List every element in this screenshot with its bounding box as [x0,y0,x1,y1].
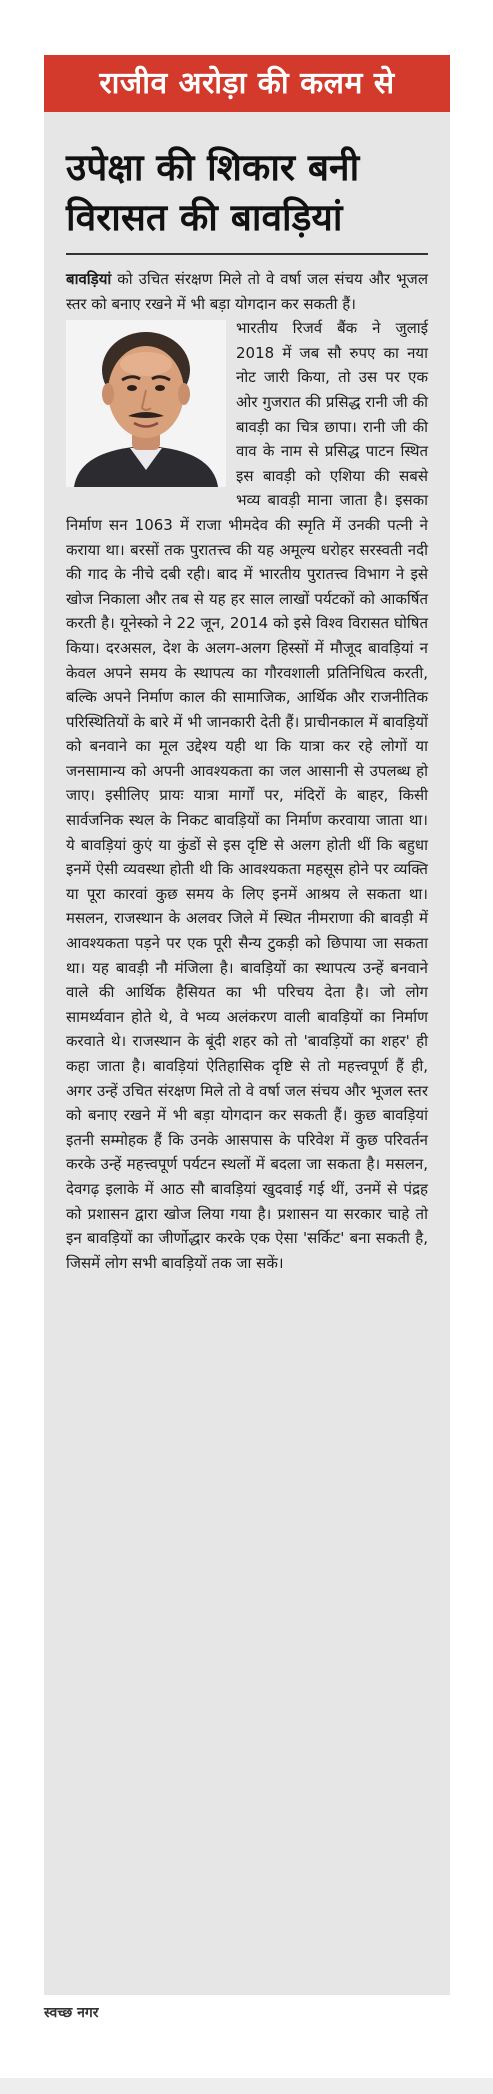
article-body [66,267,428,1275]
author-portrait [66,320,226,487]
intro-text: को उचित संरक्षण मिले तो वे वर्षा जल संचय और भूजल स्तर को बनाए रखने में भी बड़ा योगदान कर सकती हैं। [66,270,428,313]
lead-word: बावड़ियां [66,270,112,288]
newspaper-column [44,55,450,1995]
section-tag: स्वच्छ नगर [44,2005,99,2021]
author-portrait-image [66,320,226,487]
article-headline: उपेक्षा की शिकार बनी विरासत की बावड़ियां [66,146,360,239]
article-intro [66,267,428,316]
page-edge [0,2078,493,2094]
column-banner: राजीव अरोड़ा की कलम से [44,55,450,112]
headline-divider [66,253,428,255]
article-text: भारतीय रिजर्व बैंक ने जुलाई 2018 में जब सौ रुपए का नया नोट जारी किया, तो उस पर एक ओर गुजरात की प्रसिद्ध रानी जी की बावड़ी का चित्र छापा। रानी जी की वाव के नाम से प्रसिद्ध पाटन स्थित इस बावड़ी को एशिया की सबसे भव्य बावड़ी माना जाता है। इसका निर्माण सन 1063 में राजा भीमदेव की स्मृति में उनकी पत्नी ने कराया था। बरसों तक पुरातत्त्व की यह अमूल्य धरोहर सरस्वती नदी की गाद के नीचे दबी रही। बाद में भारतीय पुरातत्त्व विभाग ने इसे खोज निकाला और तब से यह हर साल लाखों पर्यटकों को आकर्षित करती है। यूनेस्को ने 22 जून, 2014 को इसे विश्व विरासत घोषित किया। दरअसल, देश के अलग-अलग हिस्सों में मौजूद बावड़ियां न केवल अपने समय के स्थापत्य का गौरवशाली प्रतिनिधित्व करती, बल्कि अपने निर्माण काल की सामाजिक, आर्थिक और राजनीतिक परिस्थितियों के बारे में भी जानकारी देती हैं। प्राचीनकाल में बावड़ियों को बनवाने का मूल उद्देश्य यही था कि यात्रा कर रहे लोगों या जनसामान्य को अपनी आवश्यकता का जल आसानी से उपलब्ध हो जाए। इसीलिए प्रायः यात्रा मार्गों पर, मंदिरों के बाहर, किसी सार्वजनिक स्थल के निकट बावड़ियों का निर्माण करवाया जाता था। ये बावड़ियां कुएं या कुंडों से इस दृष्टि से अलग होती थीं कि बहुधा इनमें ऐसी व्यवस्था होती थी कि आवश्यकता महसूस होने पर व्यक्ति या पूरा कारवां कुछ समय के लिए इनमें आश्रय ले सकता था। मसलन, राजस्थान के अलवर जिले में स्थित नीमराणा की बावड़ी में आवश्यकता पड़ने पर एक पूरी सैन्य टुकड़ी को छिपाया जा सकता था। यह बावड़ी नौ मंजिला है। बावड़ियों का स्थापत्य उन्हें बनवाने वाले की आर्थिक हैसियत का भी परिचय देता है। जो लोग सामर्थ्यवान होते थे, वे भव्य अलंकरण वाली बावड़ियों का निर्माण करवाते थे। राजस्थान के बूंदी शहर को तो 'बावड़ियों का शहर' ही कहा जाता है। बावड़ियां ऐतिहासिक दृष्टि से तो महत्त्वपूर्ण हैं ही, अगर उन्हें उचित संरक्षण मिले तो वे वर्षा जल संचय और भूजल स्तर को बनाए रखने में भी बड़ा योगदान कर सकती हैं। कुछ बावड़ियां इतनी सम्मोहक हैं कि उनके आसपास के परिवेश में कुछ परिवर्तन करके उन्हें महत्त्वपूर्ण पर्यटन स्थलों में बदला जा सकता है। मसलन, देवगढ़ इलाके में आठ सौ बावड़ियां खुदवाई गई थीं, उनमें से पंद्रह को प्रशासन द्वारा खोज लिया गया है। प्रशासन या सरकार चाहे तो इन बावड़ियों का जीर्णोद्धार करके एक ऐसा 'सर्किट' बना सकती है, जिसमें लोग सभी बावड़ियों तक जा सकें। [66,319,428,1272]
